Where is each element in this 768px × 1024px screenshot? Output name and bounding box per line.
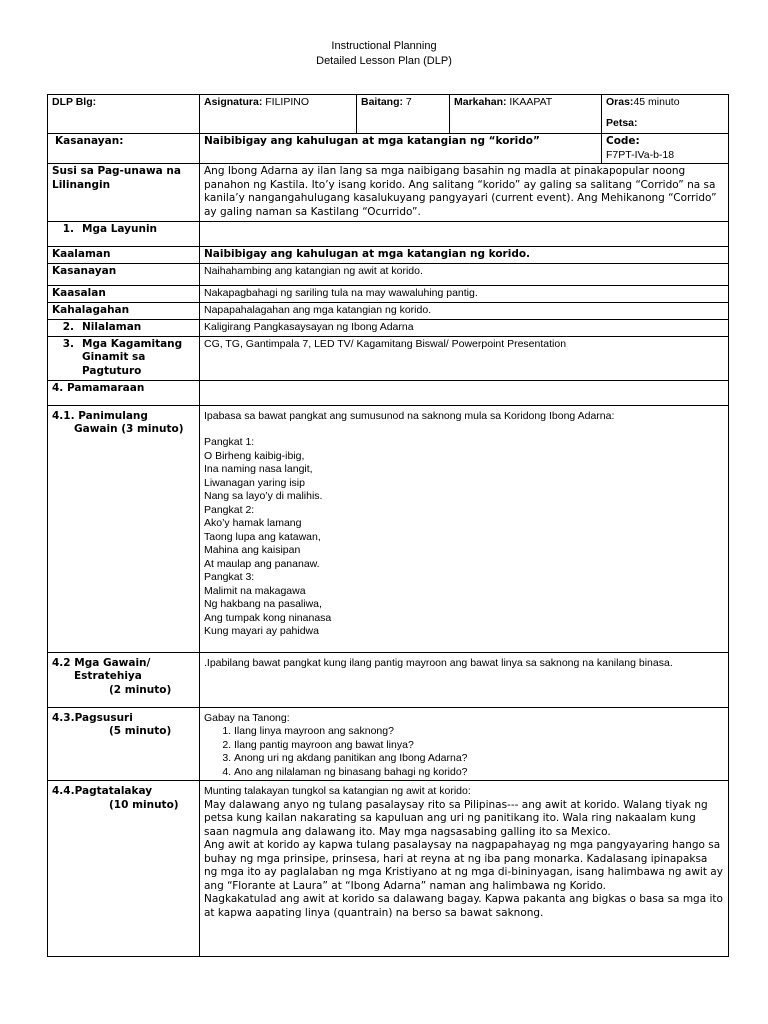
lesson-plan-table <box>47 94 729 957</box>
kagamitan-label-cell <box>48 336 200 380</box>
panimulang-label-1: 4.1. Panimulang <box>52 409 148 422</box>
baitang-cell <box>357 95 450 134</box>
panimulang-intro: Ipabasa sa bawat pangkat ang sumusunod na saknong mula sa Koridong Ibong Adarna: <box>204 409 615 422</box>
kasanayan-label: Kasanayan: <box>55 135 124 147</box>
objective-value: Naibibigay ang kahulugan at mga katangian ng korido. <box>200 247 729 264</box>
poem-line: At maulap ang pananaw. <box>204 557 320 570</box>
kagamitan-label: Mga Kagamitang Ginamit sa Pagtuturo <box>82 337 183 377</box>
nilalaman-row <box>48 319 729 336</box>
poem-line: Pangkat 2: <box>204 503 255 516</box>
gawain-label-cell <box>48 652 200 707</box>
dlp-cell <box>48 95 200 134</box>
pagsusuri-content-cell <box>200 707 729 781</box>
objective-label: Kahalagahan <box>48 303 200 320</box>
poem-line: Ako’y hamak lamang <box>204 517 302 529</box>
panimulang-content-cell <box>200 405 729 652</box>
gawain-row <box>48 652 729 707</box>
poem-line: Nang sa layo’y di malihis. <box>204 490 323 502</box>
oras-label: Oras: <box>606 96 634 108</box>
nilalaman-label-cell <box>48 319 200 336</box>
kagamitan-value: CG, TG, Gantimpala 7, LED TV/ Kagamitang Biswal/ Powerpoint Presentation <box>200 336 729 380</box>
layunin-empty-cell <box>200 222 729 247</box>
panimulang-label-2: Gawain (3 minuto) <box>74 423 184 435</box>
pagsusuri-intro: Gabay na Tanong: <box>204 711 290 724</box>
kagamitan-row <box>48 336 729 380</box>
asignatura-label: Asignatura: <box>204 96 263 108</box>
pagsusuri-label-cell <box>48 707 200 781</box>
nilalaman-label: Nilalaman <box>82 320 142 333</box>
dlp-label: DLP Blg: <box>52 96 97 108</box>
guide-question: 3. Anong uri ng akdang panitikan ang Ibong Adarna? <box>234 752 724 766</box>
markahan-value: IKAAPAT <box>506 96 553 108</box>
guide-questions-list <box>204 725 724 779</box>
pagtatalakay-content-cell <box>200 781 729 957</box>
nilalaman-value: Kaligirang Pangkasaysayan ng Ibong Adarna <box>200 319 729 336</box>
markahan-cell <box>450 95 602 134</box>
poem-line: Mahina ang kaisipan <box>204 544 301 556</box>
gawain-text: .Ipabilang bawat pangkat kung ilang pantig mayroon ang bawat linya sa saknong na kanilang binasa. <box>200 652 729 707</box>
layunin-label-cell <box>48 222 200 247</box>
poem-line: O Birheng kaibig-ibig, <box>204 449 305 462</box>
code-label: Code: <box>606 135 640 147</box>
guide-question: 4. Ano ang nilalaman ng binasang bahagi ng korido? <box>234 766 724 780</box>
objective-value: Nakapagbahagi ng sariling tula na may wawaluhing pantig. <box>200 286 729 303</box>
pagtatalakay-label-2: (10 minuto) <box>109 798 179 811</box>
objective-label: Kaasalan <box>48 286 200 303</box>
pagsusuri-row <box>48 707 729 781</box>
susi-label: Susi sa Pag-unawa na Lilinangin <box>52 165 181 191</box>
poem-line: Pangkat 1: <box>204 436 255 448</box>
baitang-label: Baitang: <box>361 96 403 108</box>
objective-row-kaasalan <box>48 286 729 303</box>
poem-line: Ina naming nasa langit, <box>204 463 313 475</box>
pagtatalakay-label-1: 4.4.Pagtatalakay <box>52 785 153 797</box>
pagtatalakay-intro: Munting talakayan tungkol sa katangian ng awit at korido: <box>204 785 471 797</box>
oras-value: 45 minuto <box>633 96 680 108</box>
pamamaraan-label: 4. Pamamaraan <box>48 380 200 405</box>
objective-value: Naihahambing ang katangian ng awit at korido. <box>200 264 729 286</box>
asignatura-cell <box>200 95 357 134</box>
kagamitan-number: 3. <box>62 337 74 350</box>
layunin-number: 1. <box>62 223 74 235</box>
poem-line: Liwanagan yaring isip <box>204 476 305 489</box>
guide-question: 1. Ilang linya mayroon ang saknong? <box>234 725 724 739</box>
document-subtitle: Detailed Lesson Plan (DLP) <box>316 55 452 67</box>
code-cell <box>602 134 729 164</box>
poem-line: Ng hakbang na pasaliwa, <box>204 598 322 610</box>
kasanayan-value: Naibibigay ang kahulugan at mga katangian ng “korido” <box>204 135 540 147</box>
poem-line: Ang tumpak kong ninanasa <box>204 611 332 624</box>
panimulang-label-cell <box>48 405 200 652</box>
baitang-value: 7 <box>403 96 412 108</box>
pagtatalakay-label-cell <box>48 781 200 957</box>
kasanayan-code-row <box>48 134 729 164</box>
asignatura-value: FILIPINO <box>262 96 310 108</box>
layunin-row <box>48 222 729 247</box>
pagtatalakay-row <box>48 781 729 957</box>
kasanayan-value-cell <box>200 134 602 164</box>
objective-label: Kaalaman <box>48 247 200 264</box>
oras-cell <box>602 95 729 134</box>
pagtatalakay-paragraph: Nagkakatulad ang awit at korido sa dalawang bagay. Kapwa pakanta ang bigkas o basa sa mga ito at kapwa aapating linya (quantrain) na berso sa bawat saknong. <box>204 893 723 919</box>
gawain-label-3: (2 minuto) <box>109 683 172 696</box>
poem-line: Pangkat 3: <box>204 571 255 583</box>
gawain-label-2: Estratehiya <box>74 670 142 682</box>
gawain-label-1: 4.2 Mga Gawain/ <box>52 656 151 669</box>
poem-line: Kung mayari ay pahidwa <box>204 625 319 637</box>
pamamaraan-empty-cell <box>200 380 729 405</box>
susi-label-cell <box>48 164 200 222</box>
layunin-label: Mga Layunin <box>82 223 158 235</box>
pagsusuri-label-2: (5 minuto) <box>109 725 172 737</box>
poem-line: Malimit na makagawa <box>204 584 306 597</box>
document-title: Instructional Planning <box>331 40 437 52</box>
kasanayan-label-cell <box>48 134 200 164</box>
pamamaraan-row <box>48 380 729 405</box>
petsa-label: Petsa: <box>606 116 638 129</box>
pagsusuri-label-1: 4.3.Pagsusuri <box>52 711 133 724</box>
guide-question: 2. Ilang pantig mayroon ang bawat linya? <box>234 739 724 753</box>
susi-text-cell <box>200 164 729 222</box>
pagtatalakay-paragraph: May dalawang anyo ng tulang pasalaysay rito sa Pilipinas--- ang awit at korido. Walang tiyak ng petsa kung kailan nakarating sa kapuluan ang uri ng panitikang ito. Wala ring nakaalam kung saan nagmula ang dalawang ito. May mga nagsasabing galling ito sa Mexico. <box>204 798 708 838</box>
poem-line: Taong lupa ang katawan, <box>204 530 321 543</box>
objective-label: Kasanayan <box>48 264 200 286</box>
objective-row-kahalagahan <box>48 303 729 320</box>
markahan-label: Markahan: <box>454 96 507 108</box>
pagtatalakay-paragraph: Ang awit at korido ay kapwa tulang pasalaysay na nagpapahayag ng mga pangyayaring hango sa buhay ng mga prinsipe, prinsesa, hari at reyna at ng iba pang monarka. Kadalasang ipinapaksa ng mga ito ay paglalaban ng mga Kristiyano at ng mga di-bininyagan, isang halimbawa ng awit ay ang “Florante at Laura” at “Ibong Adarna” naman ang halimbawa ng Korido. <box>204 839 723 892</box>
panimulang-row <box>48 405 729 652</box>
objective-value: Napapahalagahan ang mga katangian ng korido. <box>200 303 729 320</box>
poem-lines <box>204 436 724 639</box>
code-value: F7PT-IVa-b-18 <box>606 148 675 161</box>
nilalaman-number: 2. <box>62 320 74 333</box>
info-row <box>48 95 729 134</box>
objective-row-kaalaman <box>48 247 729 264</box>
susi-text: Ang Ibong Adarna ay ilan lang sa mga naibigang basahin ng madla at pinakapopular noong panahon ng Kastila. Ito’y isang korido. Ang salitang “korido” ay galing sa salitang “Corrido” na sa kanila’y nangangahulugang kasalukuyang pangyayari (current event). Ang Mehikanong “Corrido” ay galing naman sa Kastilang “Ocurrido”. <box>204 165 717 218</box>
susi-row <box>48 164 729 222</box>
objective-row-kasanayan <box>48 264 729 286</box>
